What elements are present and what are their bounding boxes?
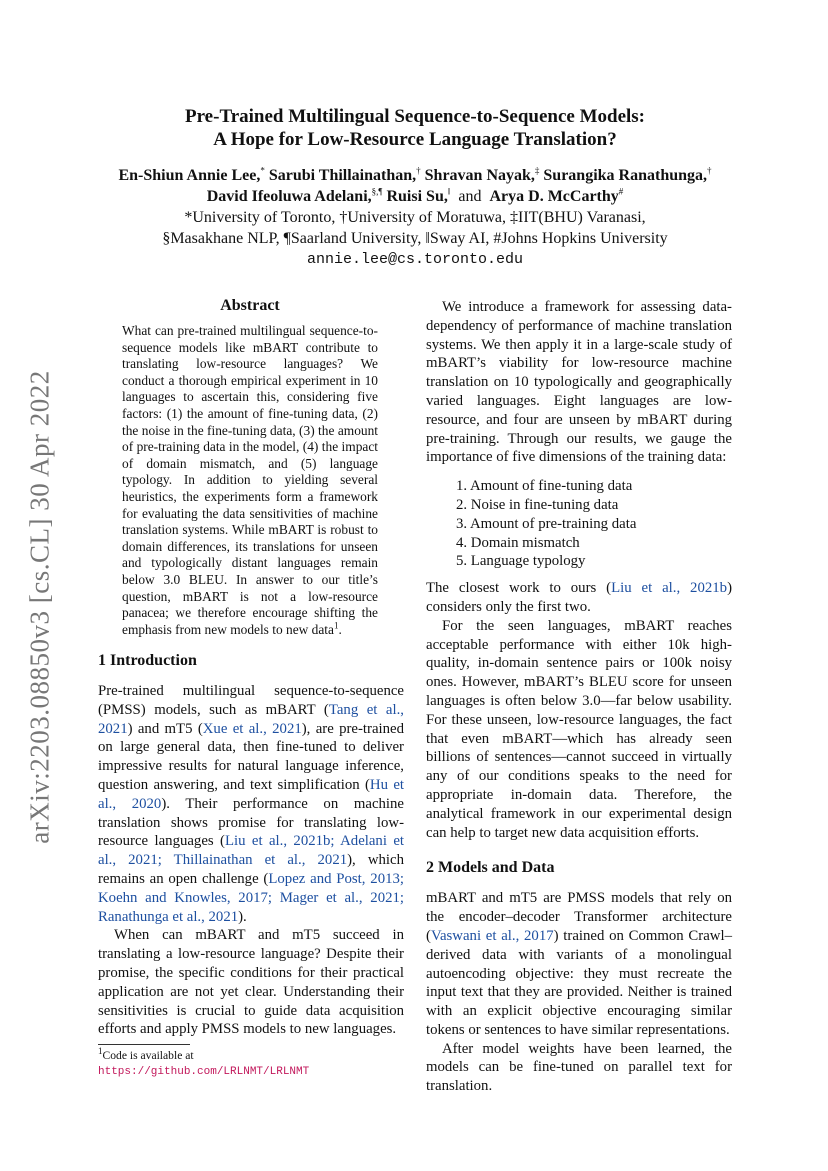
- author-line-2: [95, 186, 735, 207]
- author-6: Ruisi Su,: [386, 188, 448, 205]
- author-5: David Ifeoluwa Adelani,: [206, 188, 372, 205]
- abstract-text: What can pre-trained multilingual sequence-to-sequence models like mBART contribute to translating low-resource languages? We conduct a thorough empirical experiment in 10 languages to ascertain this, considering five factors: (1) the amount of fine-tuning data, (2) the noise in the fine-tuning data, (3) the amount of pre-training data in the model, (4) the impact of domain mismatch, and (5) language typology. In addition to yielding several heuristics, the experiments form a framework for evaluating the data sensitivities of machine translation systems. While mBART is robust to domain differences, its translations for unseen and typologically distant languages remain below 3.0 BLEU. In answer to our title’s question, mBART is not a low-resource panacea; we therefore encourage shifting the emphasis from new models to new data: [122, 323, 378, 637]
- affiliation-line-1: *University of Toronto, †University of Moratuwa, ‡IIT(BHU) Varanasi,: [184, 209, 646, 226]
- citation-liu-2021b[interactable]: Liu et al., 2021b: [611, 580, 728, 597]
- author-5-mark: §,¶: [371, 186, 383, 197]
- author-block: [95, 165, 735, 270]
- intro-p1-text-e: ), which remains an open challenge (: [98, 852, 404, 887]
- footnote-rule: [98, 1044, 190, 1045]
- abstract-body: [122, 323, 378, 638]
- citation-liu-adelani-thillainathan[interactable]: Liu et al., 2021b; Adelani et al., 2021; Thillainathan et al., 2021: [98, 833, 405, 869]
- author-3-mark: ‡: [534, 165, 540, 176]
- author-1: En-Shiun Annie Lee,: [118, 167, 261, 184]
- citation-tang-2021[interactable]: Tang et al., 2021: [98, 701, 404, 737]
- author-4: Surangika Ranathunga,: [543, 167, 708, 184]
- citation-lopez-koehn-mager-ranathunga[interactable]: Lopez and Post, 2013; Koehn and Knowles, 2017; Mager et al., 2021; Ranathunga et al., 2021: [98, 870, 404, 925]
- author-3: Shravan Nayak,: [424, 167, 535, 184]
- list-item: 1. Amount of fine-tuning data: [456, 478, 633, 495]
- right-column: [426, 298, 732, 1096]
- author-1-mark: *: [260, 165, 265, 176]
- intro-p1-text-d: ). Their performance on machine translation shows promise for translating low-resource languages (: [98, 795, 405, 850]
- author-2: Sarubi Thillainathan,: [268, 167, 417, 184]
- intro-p1-text-b: ) and mT5 (: [127, 720, 203, 737]
- intro-p1-text-f: ).: [238, 908, 247, 925]
- list-item: 4. Domain mismatch: [456, 534, 580, 551]
- abstract-footnote-mark: 1: [333, 620, 339, 631]
- author-4-mark: †: [707, 165, 712, 176]
- intro-p1-text-a: Pre-trained multilingual sequence-to-sequence (PMSS) models, such as mBART (: [98, 683, 404, 718]
- footnote-text: Code is available at: [102, 1049, 194, 1062]
- right-p4-text-a: mBART and mT5 are PMSS models that rely on the encoder–decoder Transformer architecture (: [426, 890, 732, 944]
- right-paragraph-5: After model weights have been learned, the models can be fine-tuned on parallel text for translation.: [426, 1040, 732, 1095]
- intro-paragraph-1: [98, 682, 404, 926]
- author-7-mark: #: [618, 186, 624, 197]
- contact-email: annie.lee@cs.toronto.edu: [306, 251, 524, 268]
- models-data-heading: 2 Models and Data: [426, 859, 555, 877]
- intro-section: [98, 651, 404, 1039]
- intro-p1-text-c: ), are pre-trained on large general data, then fine-tuned to deliver impressive results for natural language inference, question answering, and text simplification (: [98, 720, 404, 793]
- intro-paragraph-2: When can mBART and mT5 succeed in translating a low-resource language? Despite their promise, the specific conditions for their practical application are not yet clear. Understanding their sensitivities is crucial to guide data acquisition efforts and apply PMSS models to new languages.: [98, 927, 404, 1038]
- author-6-mark: ‖: [447, 186, 451, 197]
- list-item: 2. Noise in fine-tuning data: [456, 496, 619, 513]
- affiliation-line-2: §Masakhane NLP, ¶Saarland University, ‖Sway AI, #Johns Hopkins University: [162, 230, 668, 247]
- right-paragraph-3: For the seen languages, mBART reaches acceptable performance with either 10k high-quality, in-domain sentence pairs or 100k noisy ones. However, mBART’s BLEU score for unseen languages is often below 3.0—far below usability. For these unseen, low-resource languages, the fact that even mBART—which has already seen billions of sentences—cannot succeed in virtually any of our conditions speaks to the need for appropriate in-domain data. Therefore, the analytical framework in our experimental design can help to target new data acquisition efforts.: [426, 617, 732, 841]
- paper-title: [95, 105, 735, 151]
- author-and: and: [458, 188, 482, 205]
- citation-hu-2020[interactable]: Hu et al., 2020: [98, 776, 405, 812]
- arxiv-stamp-text: arXiv:2203.08850v3 [cs.CL] 30 Apr 2022: [24, 370, 55, 844]
- list-item: 5. Language typology: [456, 553, 586, 570]
- dimension-list: [426, 477, 732, 571]
- right-p2-text-b: ) considers only the first two.: [426, 580, 732, 615]
- author-line-1: [95, 165, 735, 186]
- title-line-1: Pre-Trained Multilingual Sequence-to-Sequence Models:: [184, 106, 646, 127]
- list-item: 3. Amount of pre-training data: [456, 515, 637, 532]
- right-paragraph-2: [426, 579, 732, 617]
- right-p4-text-b: ) trained on Common Crawl–derived data with variants of a monolingual autoencoding objective: they must recreate the input text that they are provided. Neither is trained with an explicit objective encouraging similar tokens or sentences to have similar representations.: [426, 927, 732, 1038]
- abstract-end: .: [338, 621, 342, 637]
- right-p2-text-a: The closest work to ours (: [426, 580, 612, 597]
- right-paragraph-4: [426, 889, 732, 1039]
- footnote-mark: 1: [98, 1046, 103, 1057]
- intro-heading: 1 Introduction: [98, 652, 197, 669]
- footnote-link[interactable]: https://github.com/LRLNMT/LRLNMT: [98, 1066, 310, 1078]
- citation-vaswani-2017[interactable]: Vaswani et al., 2017: [430, 927, 554, 944]
- footnote: [98, 1048, 404, 1080]
- author-2-mark: †: [416, 165, 421, 176]
- abstract-heading: Abstract: [220, 297, 280, 314]
- author-7: Arya D. McCarthy: [489, 188, 619, 205]
- right-paragraph-1: We introduce a framework for assessing data-dependency of performance of machine translation systems. We then apply it in a large-scale study of mBART’s viability for low-resource machine translation on 10 typologically and geographically varied languages. Eight languages are low-resource, and four are unseen by mBART during pre-training. Through our results, we gauge the importance of five dimensions of the training data:: [426, 299, 732, 466]
- arxiv-stamp: [10, 365, 70, 850]
- title-line-2: A Hope for Low-Resource Language Translation?: [213, 129, 617, 150]
- citation-xue-2021[interactable]: Xue et al., 2021: [202, 720, 302, 737]
